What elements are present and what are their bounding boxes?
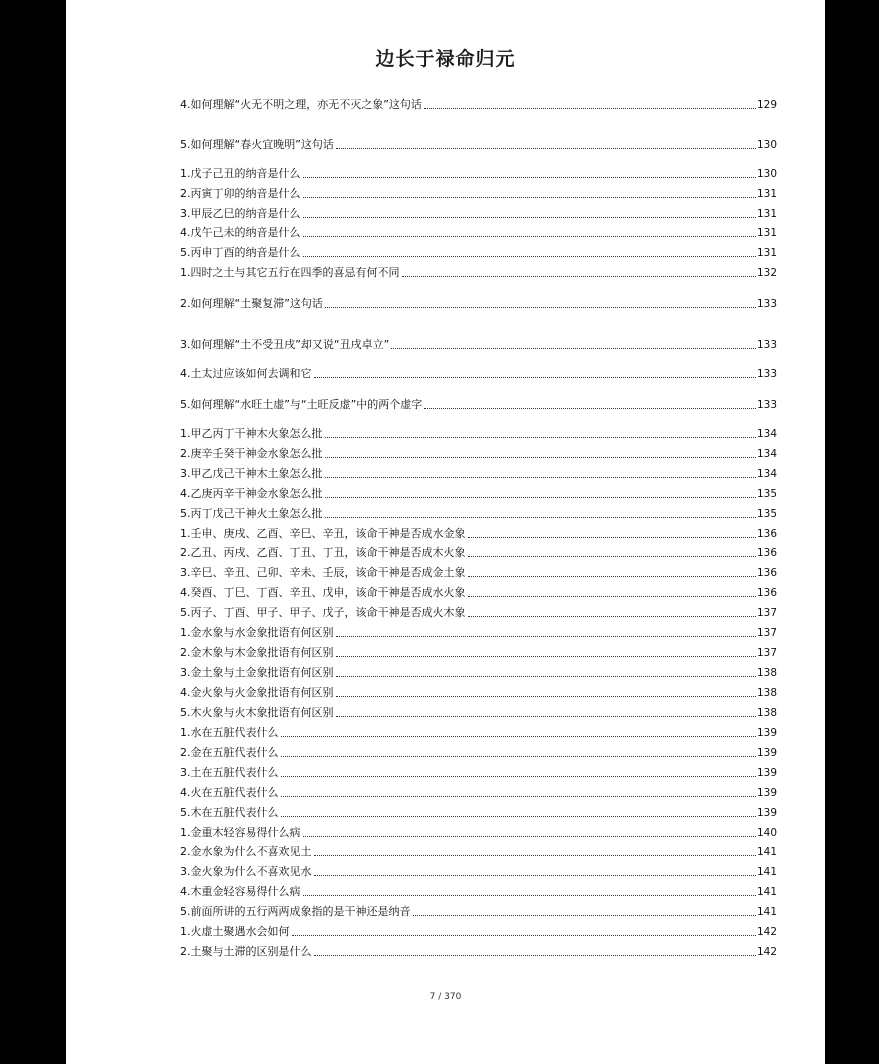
toc-entry[interactable]: [180, 244, 777, 260]
toc-entry-text: 1.戊子己丑的纳音是什么: [180, 167, 301, 180]
toc-leader-dots: [468, 576, 756, 577]
toc-leader-dots: [468, 616, 756, 617]
toc-leader-dots: [303, 197, 756, 198]
toc-entry-text: 5.前面所讲的五行两两成象指的是干神还是纳音: [180, 905, 411, 918]
toc-entry[interactable]: [180, 684, 777, 700]
toc-page-number: 141: [756, 866, 777, 878]
toc-leader-dots: [281, 736, 756, 737]
toc-page-number: 134: [756, 448, 777, 460]
toc-leader-dots: [413, 915, 756, 916]
toc-entry-text: 3.甲乙戊己干神木土象怎么批: [180, 467, 323, 480]
toc-entry-text: 4.癸酉、丁巳、丁酉、辛丑、戊申，该命干神是否成水火象: [180, 586, 466, 599]
toc-entry-text: 1.火虚土聚遇水会如何: [180, 925, 290, 938]
toc-page-number: 130: [756, 168, 777, 180]
toc-page-number: 138: [756, 667, 777, 679]
toc-entry-text: 5.丙申丁酉的纳音是什么: [180, 246, 301, 259]
toc-entry[interactable]: [180, 224, 777, 240]
toc-entry[interactable]: [180, 804, 777, 820]
toc-leader-dots: [468, 556, 756, 557]
toc-page-number: 133: [756, 399, 777, 411]
toc-page-number: 141: [756, 886, 777, 898]
toc-entry-text: 4.戊午己未的纳音是什么: [180, 226, 301, 239]
toc-entry-text: 4.如何理解“火无不明之理，亦无不灭之象”这句话: [180, 98, 422, 111]
toc-page-number: 132: [756, 267, 777, 279]
toc-entry[interactable]: [180, 624, 777, 640]
page-title: 边长于禄命归元: [375, 48, 516, 70]
toc-entry-text: 2.金水象为什么不喜欢见土: [180, 845, 312, 858]
toc-leader-dots: [336, 696, 756, 697]
toc-page-number: 140: [756, 827, 777, 839]
toc-entry-text: 4.土太过应该如何去调和它: [180, 367, 312, 380]
page-number-footer: 7 / 370: [429, 992, 462, 1002]
toc-page-number: 137: [756, 607, 777, 619]
toc-entry[interactable]: [180, 784, 777, 800]
toc-entry[interactable]: [180, 544, 777, 560]
toc-entry-text: 2.土聚与土滞的区别是什么: [180, 945, 312, 958]
toc-page-number: 137: [756, 647, 777, 659]
toc-leader-dots: [336, 676, 756, 677]
toc-entry[interactable]: [180, 724, 777, 740]
toc-leader-dots: [325, 437, 756, 438]
toc-entry-text: 5.丙丁戊己干神火土象怎么批: [180, 507, 323, 520]
toc-leader-dots: [325, 307, 756, 308]
toc-entry-text: 4.乙庚丙辛干神金水象怎么批: [180, 487, 323, 500]
toc-leader-dots: [325, 457, 756, 458]
toc-leader-dots: [336, 148, 756, 149]
toc-entry[interactable]: [180, 644, 777, 660]
toc-leader-dots: [314, 955, 756, 956]
toc-entry[interactable]: [180, 525, 777, 541]
toc-entry-text: 2.丙寅丁卯的纳音是什么: [180, 187, 301, 200]
toc-page-number: 129: [756, 99, 777, 111]
toc-page-number: 137: [756, 627, 777, 639]
toc-entry[interactable]: [180, 704, 777, 720]
toc-page-number: 135: [756, 488, 777, 500]
toc-leader-dots: [391, 348, 756, 349]
toc-leader-dots: [314, 855, 756, 856]
toc-entry[interactable]: [180, 165, 777, 181]
toc-entry[interactable]: [180, 264, 777, 280]
toc-page-number: 136: [756, 567, 777, 579]
toc-page-number: 131: [756, 247, 777, 259]
toc-page-number: 135: [756, 508, 777, 520]
toc-page-number: 139: [756, 807, 777, 819]
toc-entry[interactable]: [180, 205, 777, 221]
toc-leader-dots: [281, 796, 756, 797]
document-page: [66, 0, 825, 1064]
toc-leader-dots: [325, 477, 756, 478]
toc-page-number: 141: [756, 846, 777, 858]
toc-entry-text: 2.乙丑、丙戌、乙酉、丁丑、丁丑，该命干神是否成木火象: [180, 546, 466, 559]
toc-leader-dots: [424, 408, 756, 409]
toc-leader-dots: [336, 656, 756, 657]
toc-entry-text: 1.甲乙丙丁干神木火象怎么批: [180, 427, 323, 440]
toc-leader-dots: [292, 935, 756, 936]
toc-entry[interactable]: [180, 295, 777, 311]
toc-entry-text: 2.庚辛壬癸干神金水象怎么批: [180, 447, 323, 460]
toc-page-number: 131: [756, 227, 777, 239]
toc-page-number: 142: [756, 946, 777, 958]
toc-page-number: 136: [756, 587, 777, 599]
toc-entry[interactable]: [180, 943, 777, 959]
toc-entry-text: 3.土在五脏代表什么: [180, 766, 279, 779]
toc-entry-text: 3.甲辰乙巳的纳音是什么: [180, 207, 301, 220]
toc-leader-dots: [314, 875, 756, 876]
toc-leader-dots: [468, 537, 756, 538]
toc-entry-text: 5.木火象与火木象批语有何区别: [180, 706, 334, 719]
toc-leader-dots: [468, 596, 756, 597]
toc-entry-text: 2.金木象与木金象批语有何区别: [180, 646, 334, 659]
toc-entry[interactable]: [180, 863, 777, 879]
toc-leader-dots: [402, 276, 756, 277]
toc-entry[interactable]: [180, 843, 777, 859]
toc-entry-text: 3.金火象为什么不喜欢见水: [180, 865, 312, 878]
toc-entry-text: 2.金在五脏代表什么: [180, 746, 279, 759]
toc-entry[interactable]: [180, 465, 777, 481]
toc-page-number: 136: [756, 547, 777, 559]
toc-entry-text: 4.木重金轻容易得什么病: [180, 885, 301, 898]
toc-page-number: 131: [756, 208, 777, 220]
toc-entry-text: 5.如何理解“水旺土虚”与“土旺反虚”中的两个虚字: [180, 398, 423, 411]
toc-leader-dots: [281, 756, 756, 757]
toc-leader-dots: [303, 217, 756, 218]
toc-page-number: 142: [756, 926, 777, 938]
toc-entry[interactable]: [180, 136, 777, 152]
toc-entry-text: 4.火在五脏代表什么: [180, 786, 279, 799]
toc-entry[interactable]: [180, 396, 777, 412]
toc-leader-dots: [281, 816, 756, 817]
toc-page-number: 133: [756, 298, 777, 310]
toc-entry[interactable]: [180, 584, 777, 600]
toc-leader-dots: [281, 776, 756, 777]
toc-entry[interactable]: [180, 604, 777, 620]
toc-page-number: 130: [756, 139, 777, 151]
toc-leader-dots: [336, 716, 756, 717]
toc-page-number: 138: [756, 707, 777, 719]
toc-entry[interactable]: [180, 425, 777, 441]
toc-page-number: 136: [756, 528, 777, 540]
toc-page-number: 139: [756, 787, 777, 799]
toc-page-number: 133: [756, 368, 777, 380]
toc-leader-dots: [303, 236, 756, 237]
toc-entry-text: 1.金水象与水金象批语有何区别: [180, 626, 334, 639]
toc-entry-text: 1.壬申、庚戌、乙酉、辛巳、辛丑，该命干神是否成水金象: [180, 527, 466, 540]
toc-entry[interactable]: [180, 764, 777, 780]
toc-page-number: 138: [756, 687, 777, 699]
toc-entry[interactable]: [180, 485, 777, 501]
toc-entry-text: 1.水在五脏代表什么: [180, 726, 279, 739]
toc-entry[interactable]: [180, 664, 777, 680]
toc-entry[interactable]: [180, 336, 777, 352]
toc-entry-text: 5.如何理解“春火宜晚明”这句话: [180, 138, 334, 151]
toc-leader-dots: [303, 256, 756, 257]
toc-leader-dots: [325, 497, 756, 498]
toc-entry[interactable]: [180, 365, 777, 381]
toc-entry[interactable]: [180, 824, 777, 840]
toc-page-number: 141: [756, 906, 777, 918]
toc-leader-dots: [336, 636, 756, 637]
toc-page-number: 134: [756, 468, 777, 480]
toc-page-number: 133: [756, 339, 777, 351]
toc-entry[interactable]: [180, 564, 777, 580]
toc-leader-dots: [424, 108, 756, 109]
toc-entry-text: 3.辛巳、辛丑、己卯、辛未、壬辰，该命干神是否成金土象: [180, 566, 466, 579]
toc-entry-text: 5.丙子、丁酉、甲子、甲子、戊子，该命干神是否成火木象: [180, 606, 466, 619]
toc-entry[interactable]: [180, 445, 777, 461]
toc-leader-dots: [303, 177, 756, 178]
toc-entry[interactable]: [180, 903, 777, 919]
toc-entry-text: 2.如何理解“土聚复滞”这句话: [180, 297, 323, 310]
toc-leader-dots: [314, 377, 756, 378]
toc-entry[interactable]: [180, 883, 777, 899]
toc-entry[interactable]: [180, 185, 777, 201]
toc-entry[interactable]: [180, 96, 777, 112]
toc-leader-dots: [303, 895, 756, 896]
toc-page-number: 139: [756, 767, 777, 779]
toc-entry[interactable]: [180, 505, 777, 521]
toc-leader-dots: [325, 517, 756, 518]
toc-page-number: 131: [756, 188, 777, 200]
toc-page-number: 139: [756, 727, 777, 739]
toc-page-number: 134: [756, 428, 777, 440]
toc-entry-text: 4.金火象与火金象批语有何区别: [180, 686, 334, 699]
toc-entry[interactable]: [180, 923, 777, 939]
toc-entry[interactable]: [180, 744, 777, 760]
toc-entry-text: 3.金土象与土金象批语有何区别: [180, 666, 334, 679]
toc-entry-text: 3.如何理解“土不受丑戌”却又说“丑戌卓立”: [180, 338, 390, 351]
toc-leader-dots: [303, 836, 756, 837]
toc-entry-text: 1.四时之土与其它五行在四季的喜忌有何不同: [180, 266, 400, 279]
toc-entry-text: 5.木在五脏代表什么: [180, 806, 279, 819]
toc-entry-text: 1.金重木轻容易得什么病: [180, 826, 301, 839]
toc-page-number: 139: [756, 747, 777, 759]
